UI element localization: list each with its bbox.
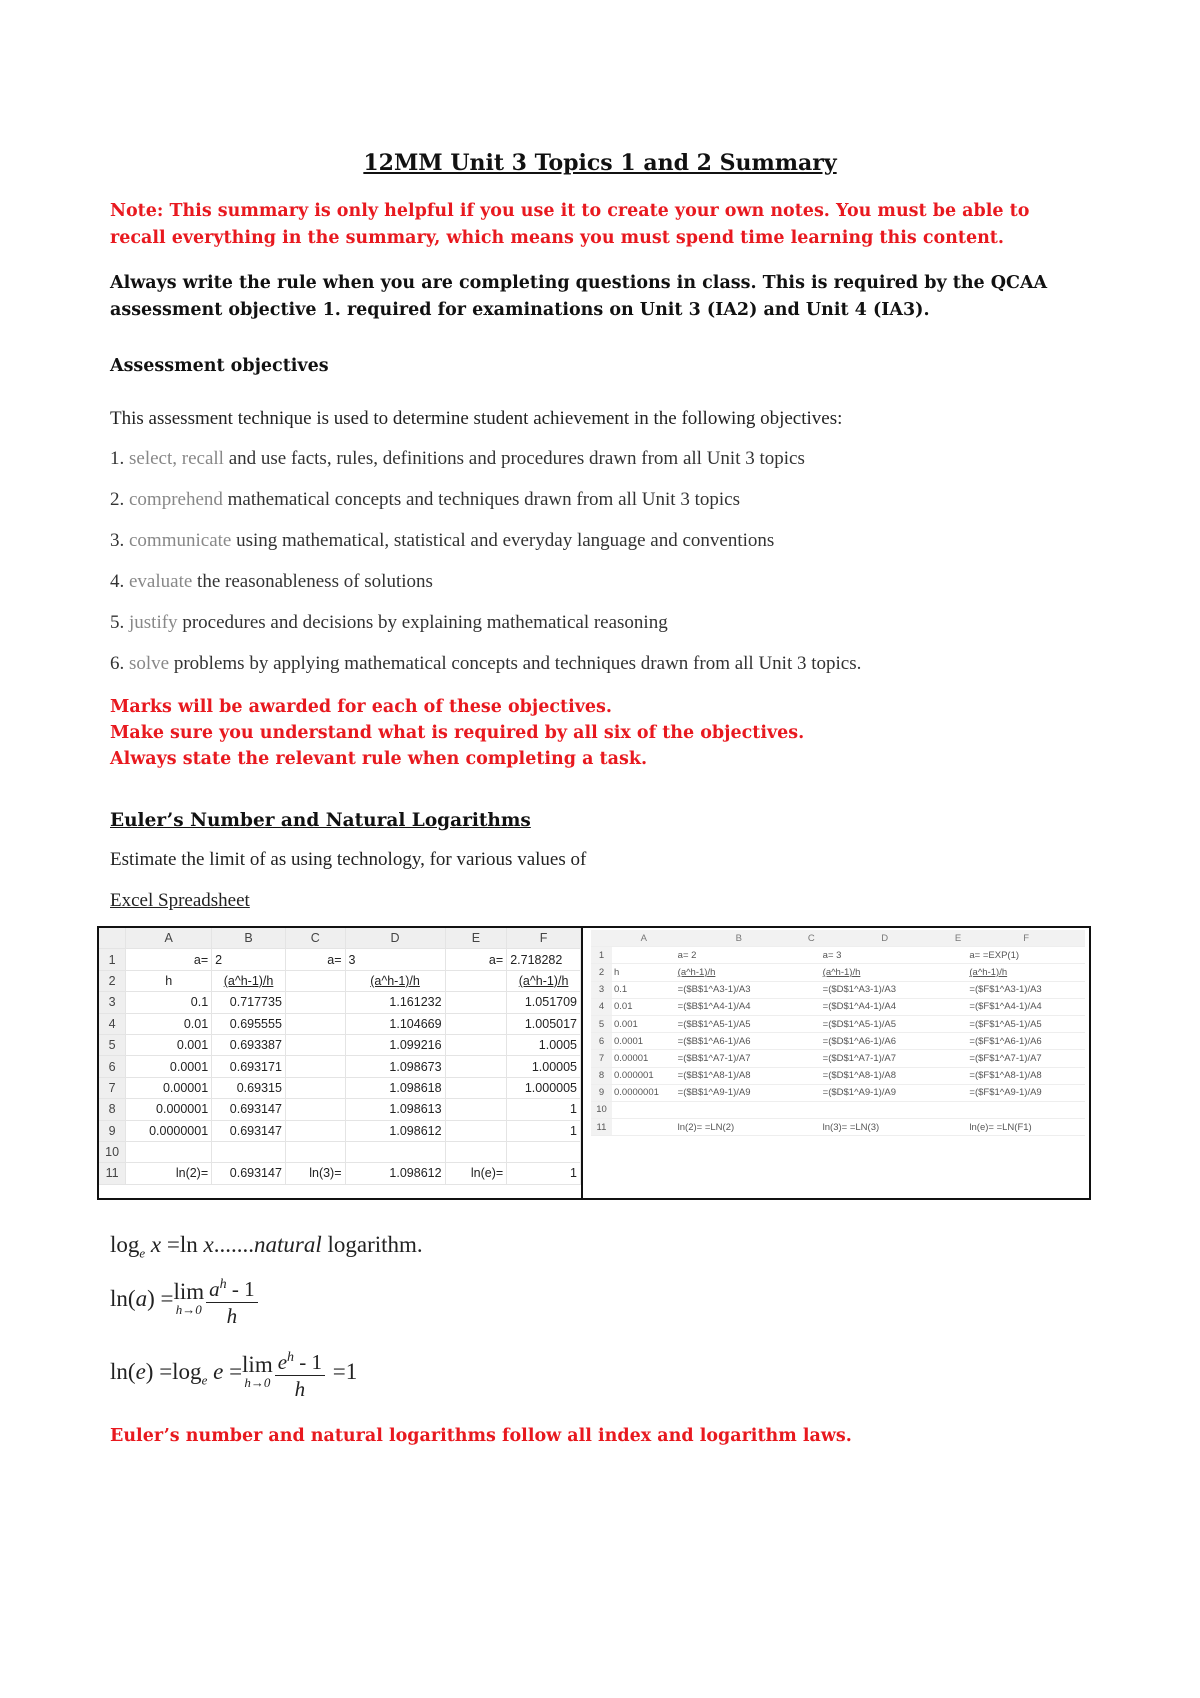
cell[interactable]: (a^h-1)/h: [676, 964, 802, 981]
cell[interactable]: [285, 1013, 345, 1034]
cell[interactable]: 1.098612: [345, 1163, 445, 1184]
row-header[interactable]: 3: [99, 992, 126, 1013]
cell[interactable]: [445, 992, 507, 1013]
table-row: [591, 1067, 1085, 1084]
cell[interactable]: ln(2)=: [126, 1163, 212, 1184]
objective-item: [110, 530, 774, 552]
cell[interactable]: 0.0001: [612, 1033, 676, 1050]
column-header-row: [591, 930, 1085, 947]
cell[interactable]: 0.01: [612, 998, 676, 1015]
cell[interactable]: =($D$1^A5-1)/A5: [821, 1015, 949, 1032]
column-header[interactable]: B: [676, 930, 802, 947]
objective-item: [110, 653, 861, 675]
row-header[interactable]: 1: [99, 949, 126, 970]
objective-number: 3.: [110, 530, 125, 551]
row-header[interactable]: 2: [99, 970, 126, 991]
column-header[interactable]: C: [285, 928, 345, 949]
cell[interactable]: =($B$1^A9-1)/A9: [676, 1084, 802, 1101]
values-sheet: [99, 928, 583, 1198]
cell[interactable]: 0.1: [126, 992, 212, 1013]
cell[interactable]: [445, 1099, 507, 1120]
cell[interactable]: 0.01: [126, 1013, 212, 1034]
objective-verb: evaluate: [129, 571, 193, 592]
cell[interactable]: [802, 981, 821, 998]
cell[interactable]: a=: [126, 949, 212, 970]
cell[interactable]: [949, 1015, 968, 1032]
table-row: [591, 964, 1085, 981]
cell[interactable]: [285, 992, 345, 1013]
cell[interactable]: 3: [345, 949, 445, 970]
cell[interactable]: [802, 1119, 821, 1136]
cell[interactable]: [285, 1120, 345, 1141]
objective-number: 4.: [110, 571, 125, 592]
objective-verb: select, recall: [129, 448, 224, 469]
table-row: [591, 1015, 1085, 1032]
marks-notes: [110, 694, 804, 772]
row-header[interactable]: 2: [591, 964, 612, 981]
table-row: [99, 1163, 581, 1184]
cell[interactable]: 2.718282: [507, 949, 581, 970]
cell[interactable]: [949, 981, 968, 998]
table-row: [99, 1099, 581, 1120]
row-header[interactable]: 8: [99, 1099, 126, 1120]
cell[interactable]: [445, 970, 507, 991]
cell[interactable]: =($F$1^A9-1)/A9: [967, 1084, 1085, 1101]
cell[interactable]: h: [612, 964, 676, 981]
objective-item: [110, 612, 668, 634]
euler-heading: Euler’s Number and Natural Logarithms: [110, 810, 531, 831]
cell[interactable]: 0.0000001: [612, 1084, 676, 1101]
objective-verb: justify: [129, 612, 178, 633]
row-header[interactable]: 6: [591, 1033, 612, 1050]
cell[interactable]: 1.099216: [345, 1034, 445, 1055]
objective-text: mathematical concepts and techniques drawn from all Unit 3 topics: [222, 489, 740, 510]
row-header[interactable]: 9: [591, 1084, 612, 1101]
row-header[interactable]: 1: [591, 947, 612, 964]
cell[interactable]: (a^h-1)/h: [967, 964, 1085, 981]
column-header[interactable]: A: [612, 930, 676, 947]
cell[interactable]: 0.693147: [212, 1099, 286, 1120]
cell[interactable]: 0.693171: [212, 1056, 286, 1077]
table-row: [99, 970, 581, 991]
cell[interactable]: [212, 1141, 286, 1162]
cell[interactable]: [821, 1101, 949, 1118]
cell[interactable]: [802, 1067, 821, 1084]
table-row: [99, 1141, 581, 1162]
cell[interactable]: 1: [507, 1163, 581, 1184]
objective-item: [110, 571, 433, 593]
cell[interactable]: 1: [507, 1120, 581, 1141]
table-row: [99, 1034, 581, 1055]
cell[interactable]: =($D$1^A8-1)/A8: [821, 1067, 949, 1084]
cell[interactable]: [285, 1056, 345, 1077]
objective-text: procedures and decisions by explaining mathematical reasoning: [177, 612, 668, 633]
cell[interactable]: h: [126, 970, 212, 991]
cell[interactable]: (a^h-1)/h: [345, 970, 445, 991]
cell[interactable]: [445, 1056, 507, 1077]
row-header[interactable]: 4: [99, 1013, 126, 1034]
cell[interactable]: 1.098673: [345, 1056, 445, 1077]
table-row: [591, 998, 1085, 1015]
cell[interactable]: 1.098618: [345, 1077, 445, 1098]
table-row: [99, 949, 581, 970]
marks-line: Make sure you understand what is required by all six of the objectives.: [110, 723, 805, 743]
objective-text: the reasonableness of solutions: [192, 571, 433, 592]
row-header[interactable]: 11: [591, 1119, 612, 1136]
cell[interactable]: 0.693147: [212, 1120, 286, 1141]
math-line-1: $\log_e x =\ln$ x.......natural logarithm.: [110, 1232, 423, 1261]
cell[interactable]: 1.00005: [507, 1056, 581, 1077]
table-row: [591, 1050, 1085, 1067]
table-row: [99, 1120, 581, 1141]
cell[interactable]: [612, 947, 676, 964]
cell[interactable]: [802, 1015, 821, 1032]
table-row: [591, 1033, 1085, 1050]
cell[interactable]: 1.000005: [507, 1077, 581, 1098]
cell[interactable]: =($B$1^A6-1)/A6: [676, 1033, 802, 1050]
table-row: [591, 1084, 1085, 1101]
cell[interactable]: [802, 964, 821, 981]
cell[interactable]: 0.69315: [212, 1077, 286, 1098]
estimate-text: Estimate the limit of as using technology, for various values of: [110, 849, 587, 870]
row-header[interactable]: 8: [591, 1067, 612, 1084]
table-row: [99, 1056, 581, 1077]
cell[interactable]: =($D$1^A6-1)/A6: [821, 1033, 949, 1050]
cell[interactable]: [802, 1050, 821, 1067]
cell[interactable]: [949, 1101, 968, 1118]
cell[interactable]: 0.000001: [612, 1067, 676, 1084]
column-header[interactable]: F: [507, 928, 581, 949]
cell[interactable]: =($F$1^A5-1)/A5: [967, 1015, 1085, 1032]
table-row: [591, 981, 1085, 998]
cell[interactable]: [949, 1119, 968, 1136]
table-row: [591, 1119, 1085, 1136]
objective-number: 5.: [110, 612, 125, 633]
cell[interactable]: [612, 1101, 676, 1118]
cell[interactable]: =($B$1^A4-1)/A4: [676, 998, 802, 1015]
column-header[interactable]: C: [802, 930, 821, 947]
objective-verb: comprehend: [129, 489, 223, 510]
row-header[interactable]: 5: [99, 1034, 126, 1055]
marks-line: Marks will be awarded for each of these objectives.: [110, 697, 613, 717]
cell[interactable]: 0.00001: [612, 1050, 676, 1067]
table-row: [99, 992, 581, 1013]
column-header-row: [99, 928, 581, 949]
cell[interactable]: 0.0001: [126, 1056, 212, 1077]
objective-text: using mathematical, statistical and everyday language and conventions: [231, 530, 775, 551]
formulas-table: [591, 930, 1085, 1136]
cell[interactable]: [949, 998, 968, 1015]
cell[interactable]: [949, 1050, 968, 1067]
natural-word: natural: [253, 1232, 322, 1257]
math-line-2: ln(a) =lim h→0 $\frac{a^h - 1}{h}$: [110, 1272, 260, 1329]
cell[interactable]: (a^h-1)/h: [507, 970, 581, 991]
cell[interactable]: [285, 970, 345, 991]
math-line-3: $\ln(e) =\log_e$ e =lim h→0 $\frac{e^h - 1}{h}$ =1: [110, 1345, 357, 1402]
rule-note-text: Always write the rule when you are completing questions in class. This is required by the QCAA assessment objective 1. required for examinations on Unit 3 (IA2) and Unit 4 (IA3).: [110, 273, 1048, 320]
cell[interactable]: [285, 1034, 345, 1055]
note-text: Note: This summary is only helpful if you use it to create your own notes. You must be able to recall everything in the summary, which means you must spend time learning this content.: [110, 201, 1030, 248]
cell[interactable]: 1.005017: [507, 1013, 581, 1034]
cell[interactable]: [802, 1033, 821, 1050]
cell[interactable]: [949, 947, 968, 964]
cell[interactable]: a= =EXP(1): [967, 947, 1085, 964]
cell[interactable]: [507, 1141, 581, 1162]
cell[interactable]: =($F$1^A6-1)/A6: [967, 1033, 1085, 1050]
values-table: [99, 928, 581, 1185]
cell[interactable]: =($F$1^A4-1)/A4: [967, 998, 1085, 1015]
cell[interactable]: [949, 964, 968, 981]
cell[interactable]: [445, 1141, 507, 1162]
cell[interactable]: 0.000001: [126, 1099, 212, 1120]
cell[interactable]: ln(3)=: [285, 1163, 345, 1184]
cell[interactable]: a= 2: [676, 947, 802, 964]
marks-line: Always state the relevant rule when completing a task.: [110, 749, 648, 769]
row-header[interactable]: 4: [591, 998, 612, 1015]
cell[interactable]: 1.098612: [345, 1120, 445, 1141]
row-header[interactable]: 6: [99, 1056, 126, 1077]
cell[interactable]: a=: [285, 949, 345, 970]
cell[interactable]: ln(e)= =LN(F1): [967, 1119, 1085, 1136]
objective-number: 1.: [110, 448, 125, 469]
cell[interactable]: [345, 1141, 445, 1162]
cell[interactable]: 0.695555: [212, 1013, 286, 1034]
cell[interactable]: 2: [212, 949, 286, 970]
cell[interactable]: 1.051709: [507, 992, 581, 1013]
cell[interactable]: [802, 1084, 821, 1101]
cell[interactable]: (a^h-1)/h: [212, 970, 286, 991]
cell[interactable]: [802, 947, 821, 964]
cell[interactable]: [445, 1077, 507, 1098]
cell[interactable]: 1.0005: [507, 1034, 581, 1055]
cell[interactable]: [612, 1119, 676, 1136]
objective-text: problems by applying mathematical concepts and techniques drawn from all Unit 3 topics.: [169, 653, 862, 674]
objective-verb: communicate: [129, 530, 232, 551]
page-title: 12MM Unit 3 Topics 1 and 2 Summary: [363, 150, 837, 176]
cell[interactable]: =($B$1^A3-1)/A3: [676, 981, 802, 998]
objectives-intro: This assessment technique is used to determine student achievement in the following objectives:: [110, 408, 843, 429]
row-header[interactable]: 11: [99, 1163, 126, 1184]
cell[interactable]: 0.001: [126, 1034, 212, 1055]
row-header[interactable]: 10: [591, 1101, 612, 1118]
cell[interactable]: =($B$1^A8-1)/A8: [676, 1067, 802, 1084]
cell[interactable]: [285, 1141, 345, 1162]
column-header[interactable]: F: [967, 930, 1085, 947]
cell[interactable]: =($F$1^A8-1)/A8: [967, 1067, 1085, 1084]
cell[interactable]: 1.098613: [345, 1099, 445, 1120]
cell[interactable]: [285, 1099, 345, 1120]
cell[interactable]: 1: [507, 1099, 581, 1120]
cell[interactable]: 0.001: [612, 1015, 676, 1032]
cell[interactable]: =($D$1^A4-1)/A4: [821, 998, 949, 1015]
objective-number: 6.: [110, 653, 125, 674]
cell[interactable]: [445, 1120, 507, 1141]
objective-item: [110, 448, 805, 470]
table-row: [99, 1077, 581, 1098]
cell[interactable]: [949, 1033, 968, 1050]
cell[interactable]: ln(2)= =LN(2): [676, 1119, 802, 1136]
cell[interactable]: [949, 1067, 968, 1084]
cell[interactable]: [445, 1013, 507, 1034]
cell[interactable]: 0.0000001: [126, 1120, 212, 1141]
cell[interactable]: =($F$1^A3-1)/A3: [967, 981, 1085, 998]
closing-text: Euler’s number and natural logarithms follow all index and logarithm laws.: [110, 1426, 852, 1446]
cell[interactable]: =($B$1^A7-1)/A7: [676, 1050, 802, 1067]
cell[interactable]: [802, 998, 821, 1015]
row-header[interactable]: 7: [99, 1077, 126, 1098]
column-header[interactable]: E: [949, 930, 968, 947]
objective-item: [110, 489, 740, 511]
row-header[interactable]: 9: [99, 1120, 126, 1141]
row-header[interactable]: 3: [591, 981, 612, 998]
cell[interactable]: [445, 1034, 507, 1055]
column-header[interactable]: [99, 928, 126, 949]
column-header[interactable]: B: [212, 928, 286, 949]
cell[interactable]: 1.104669: [345, 1013, 445, 1034]
cell[interactable]: [126, 1141, 212, 1162]
cell[interactable]: a=: [445, 949, 507, 970]
row-header[interactable]: 5: [591, 1015, 612, 1032]
cell[interactable]: (a^h-1)/h: [821, 964, 949, 981]
row-header[interactable]: 7: [591, 1050, 612, 1067]
cell[interactable]: [967, 1101, 1085, 1118]
objective-text: and use facts, rules, definitions and procedures drawn from all Unit 3 topics: [223, 448, 805, 469]
cell[interactable]: a= 3: [821, 947, 949, 964]
cell[interactable]: [802, 1101, 821, 1118]
cell[interactable]: 1.161232: [345, 992, 445, 1013]
table-row: [591, 1101, 1085, 1118]
cell[interactable]: =($D$1^A9-1)/A9: [821, 1084, 949, 1101]
cell[interactable]: =($D$1^A7-1)/A7: [821, 1050, 949, 1067]
cell[interactable]: [676, 1101, 802, 1118]
excel-label: Excel Spreadsheet: [110, 890, 250, 911]
logarithm-word: logarithm.: [327, 1232, 423, 1257]
cell[interactable]: 0.693147: [212, 1163, 286, 1184]
column-header[interactable]: E: [445, 928, 507, 949]
table-row: [591, 947, 1085, 964]
cell[interactable]: 0.693387: [212, 1034, 286, 1055]
row-header[interactable]: 10: [99, 1141, 126, 1162]
objective-verb: solve: [129, 653, 170, 674]
cell[interactable]: 0.717735: [212, 992, 286, 1013]
column-header[interactable]: [591, 930, 612, 947]
table-row: [99, 1013, 581, 1034]
cell[interactable]: 0.00001: [126, 1077, 212, 1098]
objective-number: 2.: [110, 489, 125, 510]
cell[interactable]: 0.1: [612, 981, 676, 998]
cell[interactable]: =($D$1^A3-1)/A3: [821, 981, 949, 998]
column-header[interactable]: D: [821, 930, 949, 947]
excel-screenshot: [97, 926, 1091, 1200]
objectives-heading: Assessment objectives: [110, 356, 329, 376]
cell[interactable]: ln(3)= =LN(3): [821, 1119, 949, 1136]
cell[interactable]: [949, 1084, 968, 1101]
cell[interactable]: =($F$1^A7-1)/A7: [967, 1050, 1085, 1067]
cell[interactable]: =($B$1^A5-1)/A5: [676, 1015, 802, 1032]
formulas-sheet: [591, 930, 1085, 1136]
cell[interactable]: ln(e)=: [445, 1163, 507, 1184]
column-header[interactable]: A: [126, 928, 212, 949]
column-header[interactable]: D: [345, 928, 445, 949]
cell[interactable]: [285, 1077, 345, 1098]
